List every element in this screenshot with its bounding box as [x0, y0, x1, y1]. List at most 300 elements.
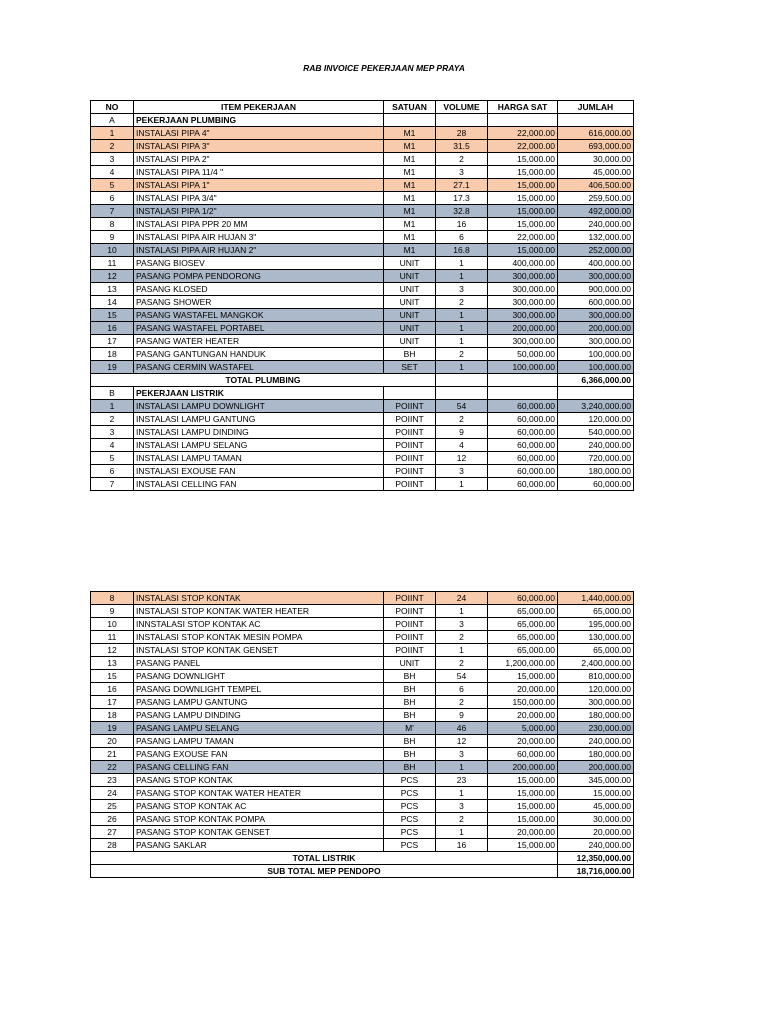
- row-harga: 15,000.00: [488, 774, 558, 787]
- row-no: 28: [91, 839, 134, 852]
- row-no: 8: [91, 218, 134, 231]
- row-item: INSTALASI STOP KONTAK GENSET: [134, 644, 384, 657]
- row-no: 8: [91, 592, 134, 605]
- table-row: [91, 179, 634, 192]
- row-item: PASANG LAMPU TAMAN: [134, 735, 384, 748]
- row-item: INSTALASI EXOUSE FAN: [134, 465, 384, 478]
- total-plumbing-row: [91, 374, 634, 387]
- row-harga: 60,000.00: [488, 478, 558, 491]
- row-jumlah: 200,000.00: [558, 322, 634, 335]
- row-item: PASANG SAKLAR: [134, 839, 384, 852]
- table-row: [91, 761, 634, 774]
- row-no: 20: [91, 735, 134, 748]
- row-harga: 15,000.00: [488, 205, 558, 218]
- row-volume: 3: [436, 800, 488, 813]
- empty-cell: [488, 374, 558, 387]
- section-no: A: [91, 114, 134, 127]
- row-volume: 2: [436, 696, 488, 709]
- total-listrik-row: [91, 852, 634, 865]
- row-harga: 15,000.00: [488, 670, 558, 683]
- table-row: [91, 839, 634, 852]
- empty-cell: [558, 387, 634, 400]
- row-jumlah: 400,000.00: [558, 257, 634, 270]
- row-satuan: PCS: [384, 774, 436, 787]
- row-harga: 20,000.00: [488, 735, 558, 748]
- row-item: INSTALASI PIPA PPR 20 MM: [134, 218, 384, 231]
- row-harga: 50,000.00: [488, 348, 558, 361]
- table-row: [91, 192, 634, 205]
- row-volume: 12: [436, 735, 488, 748]
- row-satuan: PCS: [384, 800, 436, 813]
- row-volume: 1: [436, 826, 488, 839]
- row-volume: 1: [436, 322, 488, 335]
- table-row: [91, 231, 634, 244]
- row-satuan: POIINT: [384, 413, 436, 426]
- row-item: INSTALASI LAMPU GANTUNG: [134, 413, 384, 426]
- row-satuan: BH: [384, 748, 436, 761]
- row-jumlah: 180,000.00: [558, 709, 634, 722]
- row-volume: 3: [436, 465, 488, 478]
- row-satuan: UNIT: [384, 257, 436, 270]
- row-item: INSTALASI STOP KONTAK: [134, 592, 384, 605]
- row-volume: 23: [436, 774, 488, 787]
- table-row: [91, 478, 634, 491]
- table-row: [91, 826, 634, 839]
- row-satuan: POIINT: [384, 452, 436, 465]
- table-body-page-1: [91, 114, 634, 491]
- table-row: [91, 465, 634, 478]
- row-harga: 200,000.00: [488, 761, 558, 774]
- row-jumlah: 406,500.00: [558, 179, 634, 192]
- table-row: [91, 735, 634, 748]
- row-harga: 15,000.00: [488, 800, 558, 813]
- row-harga: 65,000.00: [488, 644, 558, 657]
- row-volume: 9: [436, 709, 488, 722]
- header-satuan: SATUAN: [384, 101, 436, 114]
- row-satuan: BH: [384, 348, 436, 361]
- row-harga: 15,000.00: [488, 166, 558, 179]
- row-jumlah: 240,000.00: [558, 735, 634, 748]
- row-item: INSTALASI LAMPU DINDING: [134, 426, 384, 439]
- row-item: INSTALASI LAMPU SELANG: [134, 439, 384, 452]
- row-volume: 6: [436, 231, 488, 244]
- table-row: [91, 400, 634, 413]
- row-item: INSTALASI CELLING FAN: [134, 478, 384, 491]
- table-row: [91, 709, 634, 722]
- row-harga: 60,000.00: [488, 439, 558, 452]
- table-row: [91, 335, 634, 348]
- row-no: 17: [91, 696, 134, 709]
- rab-table-page-2: [90, 591, 634, 878]
- row-satuan: M1: [384, 127, 436, 140]
- row-item: INSTALASI PIPA 1": [134, 179, 384, 192]
- row-volume: 1: [436, 335, 488, 348]
- row-item: INNSTALASI STOP KONTAK AC: [134, 618, 384, 631]
- row-satuan: M1: [384, 153, 436, 166]
- table-row: [91, 618, 634, 631]
- row-item: PASANG STOP KONTAK WATER HEATER: [134, 787, 384, 800]
- row-item: INSTALASI PIPA 2": [134, 153, 384, 166]
- row-no: 24: [91, 787, 134, 800]
- row-no: 6: [91, 192, 134, 205]
- row-satuan: M1: [384, 179, 436, 192]
- row-item: PASANG STOP KONTAK: [134, 774, 384, 787]
- table-row: [91, 413, 634, 426]
- row-item: INSTALASI LAMPU DOWNLIGHT: [134, 400, 384, 413]
- row-no: 5: [91, 179, 134, 192]
- row-jumlah: 15,000.00: [558, 787, 634, 800]
- row-volume: 1: [436, 309, 488, 322]
- row-jumlah: 259,500.00: [558, 192, 634, 205]
- section-a-header: [91, 114, 634, 127]
- row-volume: 1: [436, 761, 488, 774]
- table-header-row: [91, 101, 634, 114]
- row-no: 4: [91, 166, 134, 179]
- row-satuan: POIINT: [384, 592, 436, 605]
- row-item: PASANG CERMIN WASTAFEL: [134, 361, 384, 374]
- row-no: 15: [91, 309, 134, 322]
- row-volume: 27.1: [436, 179, 488, 192]
- row-no: 2: [91, 413, 134, 426]
- total-value: 18,716,000.00: [558, 865, 634, 878]
- empty-cell: [436, 374, 488, 387]
- row-satuan: M1: [384, 140, 436, 153]
- table-row: [91, 683, 634, 696]
- row-volume: 24: [436, 592, 488, 605]
- row-satuan: UNIT: [384, 657, 436, 670]
- row-item: PASANG DOWNLIGHT: [134, 670, 384, 683]
- row-no: 11: [91, 631, 134, 644]
- row-item: INSTALASI PIPA 3": [134, 140, 384, 153]
- row-no: 10: [91, 244, 134, 257]
- row-jumlah: 600,000.00: [558, 296, 634, 309]
- subtotal-row: [91, 865, 634, 878]
- table-row: [91, 644, 634, 657]
- table-row: [91, 348, 634, 361]
- row-satuan: UNIT: [384, 296, 436, 309]
- row-item: PASANG LAMPU SELANG: [134, 722, 384, 735]
- row-harga: 400,000.00: [488, 257, 558, 270]
- row-volume: 12: [436, 452, 488, 465]
- table-row: [91, 748, 634, 761]
- total-label: TOTAL LISTRIK: [91, 852, 558, 865]
- row-satuan: UNIT: [384, 322, 436, 335]
- row-harga: 15,000.00: [488, 813, 558, 826]
- row-jumlah: 300,000.00: [558, 696, 634, 709]
- row-volume: 1: [436, 605, 488, 618]
- row-no: 12: [91, 644, 134, 657]
- row-jumlah: 810,000.00: [558, 670, 634, 683]
- table-row: [91, 244, 634, 257]
- row-volume: 2: [436, 348, 488, 361]
- row-harga: 22,000.00: [488, 127, 558, 140]
- row-item: PASANG CELLING FAN: [134, 761, 384, 774]
- rab-table-page-1: [90, 100, 634, 491]
- row-volume: 31.5: [436, 140, 488, 153]
- row-jumlah: 720,000.00: [558, 452, 634, 465]
- row-jumlah: 300,000.00: [558, 335, 634, 348]
- row-volume: 2: [436, 657, 488, 670]
- row-harga: 15,000.00: [488, 787, 558, 800]
- row-harga: 20,000.00: [488, 683, 558, 696]
- row-volume: 2: [436, 153, 488, 166]
- row-harga: 60,000.00: [488, 426, 558, 439]
- row-item: INSTALASI PIPA 11/4 ": [134, 166, 384, 179]
- row-jumlah: 230,000.00: [558, 722, 634, 735]
- row-satuan: POIINT: [384, 644, 436, 657]
- row-harga: 60,000.00: [488, 452, 558, 465]
- row-item: PASANG EXOUSE FAN: [134, 748, 384, 761]
- row-no: 13: [91, 283, 134, 296]
- row-item: PASANG WATER HEATER: [134, 335, 384, 348]
- row-volume: 2: [436, 296, 488, 309]
- row-jumlah: 132,000.00: [558, 231, 634, 244]
- row-no: 23: [91, 774, 134, 787]
- row-volume: 16: [436, 218, 488, 231]
- row-harga: 100,000.00: [488, 361, 558, 374]
- row-harga: 15,000.00: [488, 244, 558, 257]
- row-jumlah: 2,400,000.00: [558, 657, 634, 670]
- table-row: [91, 283, 634, 296]
- row-jumlah: 120,000.00: [558, 683, 634, 696]
- row-no: 5: [91, 452, 134, 465]
- empty-cell: [488, 114, 558, 127]
- header-jumlah: JUMLAH: [558, 101, 634, 114]
- row-no: 17: [91, 335, 134, 348]
- row-satuan: BH: [384, 696, 436, 709]
- row-harga: 15,000.00: [488, 839, 558, 852]
- row-item: PASANG STOP KONTAK POMPA: [134, 813, 384, 826]
- row-harga: 20,000.00: [488, 709, 558, 722]
- row-harga: 300,000.00: [488, 296, 558, 309]
- row-no: 22: [91, 761, 134, 774]
- table-row: [91, 631, 634, 644]
- row-satuan: POIINT: [384, 465, 436, 478]
- row-satuan: M1: [384, 231, 436, 244]
- row-volume: 1: [436, 257, 488, 270]
- row-harga: 60,000.00: [488, 413, 558, 426]
- row-no: 4: [91, 439, 134, 452]
- row-jumlah: 240,000.00: [558, 439, 634, 452]
- row-jumlah: 100,000.00: [558, 361, 634, 374]
- row-no: 19: [91, 361, 134, 374]
- row-jumlah: 240,000.00: [558, 218, 634, 231]
- empty-cell: [436, 387, 488, 400]
- row-volume: 1: [436, 361, 488, 374]
- row-no: 6: [91, 465, 134, 478]
- row-jumlah: 130,000.00: [558, 631, 634, 644]
- row-harga: 300,000.00: [488, 283, 558, 296]
- row-volume: 2: [436, 631, 488, 644]
- row-satuan: UNIT: [384, 270, 436, 283]
- table-row: [91, 800, 634, 813]
- row-volume: 1: [436, 478, 488, 491]
- row-item: INSTALASI STOP KONTAK WATER HEATER: [134, 605, 384, 618]
- row-jumlah: 540,000.00: [558, 426, 634, 439]
- row-jumlah: 45,000.00: [558, 800, 634, 813]
- row-satuan: M': [384, 722, 436, 735]
- row-no: 15: [91, 670, 134, 683]
- row-jumlah: 693,000.00: [558, 140, 634, 153]
- row-satuan: UNIT: [384, 335, 436, 348]
- total-label: SUB TOTAL MEP PENDOPO: [91, 865, 558, 878]
- row-no: 27: [91, 826, 134, 839]
- row-no: 13: [91, 657, 134, 670]
- table-row: [91, 657, 634, 670]
- row-item: PASANG GANTUNGAN HANDUK: [134, 348, 384, 361]
- row-volume: 9: [436, 426, 488, 439]
- row-volume: 4: [436, 439, 488, 452]
- row-no: 26: [91, 813, 134, 826]
- row-jumlah: 345,000.00: [558, 774, 634, 787]
- document-title: RAB INVOICE PEKERJAAN MEP PRAYA: [303, 63, 465, 73]
- section-b-header: [91, 387, 634, 400]
- row-satuan: POIINT: [384, 631, 436, 644]
- section-name: PEKERJAAN LISTRIK: [134, 387, 384, 400]
- row-volume: 3: [436, 618, 488, 631]
- row-volume: 3: [436, 748, 488, 761]
- table-body-page-2: [91, 592, 634, 878]
- row-jumlah: 20,000.00: [558, 826, 634, 839]
- table-row: [91, 257, 634, 270]
- row-volume: 28: [436, 127, 488, 140]
- row-satuan: BH: [384, 761, 436, 774]
- row-volume: 1: [436, 270, 488, 283]
- row-satuan: PCS: [384, 813, 436, 826]
- row-no: 16: [91, 322, 134, 335]
- row-no: 25: [91, 800, 134, 813]
- row-no: 11: [91, 257, 134, 270]
- row-satuan: PCS: [384, 826, 436, 839]
- table-row: [91, 140, 634, 153]
- row-harga: 300,000.00: [488, 309, 558, 322]
- row-harga: 15,000.00: [488, 179, 558, 192]
- row-satuan: BH: [384, 683, 436, 696]
- row-item: INSTALASI PIPA AIR HUJAN 2": [134, 244, 384, 257]
- row-harga: 65,000.00: [488, 605, 558, 618]
- row-harga: 150,000.00: [488, 696, 558, 709]
- table-row: [91, 605, 634, 618]
- row-satuan: PCS: [384, 839, 436, 852]
- row-jumlah: 65,000.00: [558, 644, 634, 657]
- row-no: 1: [91, 400, 134, 413]
- row-jumlah: 900,000.00: [558, 283, 634, 296]
- table-row: [91, 309, 634, 322]
- row-volume: 3: [436, 283, 488, 296]
- row-harga: 200,000.00: [488, 322, 558, 335]
- row-satuan: M1: [384, 244, 436, 257]
- table-row: [91, 270, 634, 283]
- table-row: [91, 670, 634, 683]
- row-harga: 5,000.00: [488, 722, 558, 735]
- table-row: [91, 696, 634, 709]
- row-item: PASANG PANEL: [134, 657, 384, 670]
- row-item: INSTALASI PIPA 4": [134, 127, 384, 140]
- row-no: 3: [91, 153, 134, 166]
- row-item: PASANG STOP KONTAK GENSET: [134, 826, 384, 839]
- row-jumlah: 100,000.00: [558, 348, 634, 361]
- row-item: PASANG SHOWER: [134, 296, 384, 309]
- row-jumlah: 180,000.00: [558, 465, 634, 478]
- row-satuan: POIINT: [384, 426, 436, 439]
- row-harga: 300,000.00: [488, 270, 558, 283]
- empty-cell: [558, 114, 634, 127]
- row-harga: 60,000.00: [488, 748, 558, 761]
- row-no: 7: [91, 205, 134, 218]
- row-jumlah: 616,000.00: [558, 127, 634, 140]
- header-volume: VOLUME: [436, 101, 488, 114]
- table-row: [91, 592, 634, 605]
- row-jumlah: 45,000.00: [558, 166, 634, 179]
- row-satuan: M1: [384, 218, 436, 231]
- table-row: [91, 426, 634, 439]
- row-satuan: M1: [384, 166, 436, 179]
- row-volume: 3: [436, 166, 488, 179]
- row-jumlah: 240,000.00: [558, 839, 634, 852]
- row-item: PASANG STOP KONTAK AC: [134, 800, 384, 813]
- row-no: 14: [91, 296, 134, 309]
- table-row: [91, 774, 634, 787]
- row-no: 18: [91, 709, 134, 722]
- row-jumlah: 252,000.00: [558, 244, 634, 257]
- row-no: 1: [91, 127, 134, 140]
- row-satuan: POIINT: [384, 605, 436, 618]
- table-row: [91, 813, 634, 826]
- row-item: INSTALASI PIPA AIR HUJAN 3": [134, 231, 384, 244]
- row-harga: 60,000.00: [488, 400, 558, 413]
- row-item: PASANG LAMPU GANTUNG: [134, 696, 384, 709]
- row-no: 7: [91, 478, 134, 491]
- table-row: [91, 722, 634, 735]
- empty-cell: [488, 387, 558, 400]
- row-volume: 54: [436, 670, 488, 683]
- row-item: PASANG BIOSEV: [134, 257, 384, 270]
- table-row: [91, 322, 634, 335]
- table-row: [91, 153, 634, 166]
- row-jumlah: 65,000.00: [558, 605, 634, 618]
- row-harga: 300,000.00: [488, 335, 558, 348]
- total-value: 6,366,000.00: [558, 374, 634, 387]
- row-volume: 6: [436, 683, 488, 696]
- empty-cell: [436, 114, 488, 127]
- row-harga: 22,000.00: [488, 140, 558, 153]
- row-jumlah: 195,000.00: [558, 618, 634, 631]
- row-no: 9: [91, 231, 134, 244]
- row-item: INSTALASI PIPA 1/2": [134, 205, 384, 218]
- table-row: [91, 452, 634, 465]
- row-harga: 1,200,000.00: [488, 657, 558, 670]
- empty-cell: [384, 387, 436, 400]
- row-harga: 60,000.00: [488, 465, 558, 478]
- row-volume: 16.8: [436, 244, 488, 257]
- row-item: PASANG WASTAFEL PORTABEL: [134, 322, 384, 335]
- row-harga: 20,000.00: [488, 826, 558, 839]
- total-label: TOTAL PLUMBING: [91, 374, 436, 387]
- section-name: PEKERJAAN PLUMBING: [134, 114, 384, 127]
- row-item: INSTALASI STOP KONTAK MESIN POMPA: [134, 631, 384, 644]
- row-item: PASANG LAMPU DINDING: [134, 709, 384, 722]
- row-volume: 16: [436, 839, 488, 852]
- row-satuan: BH: [384, 670, 436, 683]
- row-volume: 54: [436, 400, 488, 413]
- row-satuan: POIINT: [384, 439, 436, 452]
- row-jumlah: 120,000.00: [558, 413, 634, 426]
- row-jumlah: 492,000.00: [558, 205, 634, 218]
- row-jumlah: 60,000.00: [558, 478, 634, 491]
- empty-cell: [384, 114, 436, 127]
- row-satuan: POIINT: [384, 618, 436, 631]
- row-jumlah: 300,000.00: [558, 309, 634, 322]
